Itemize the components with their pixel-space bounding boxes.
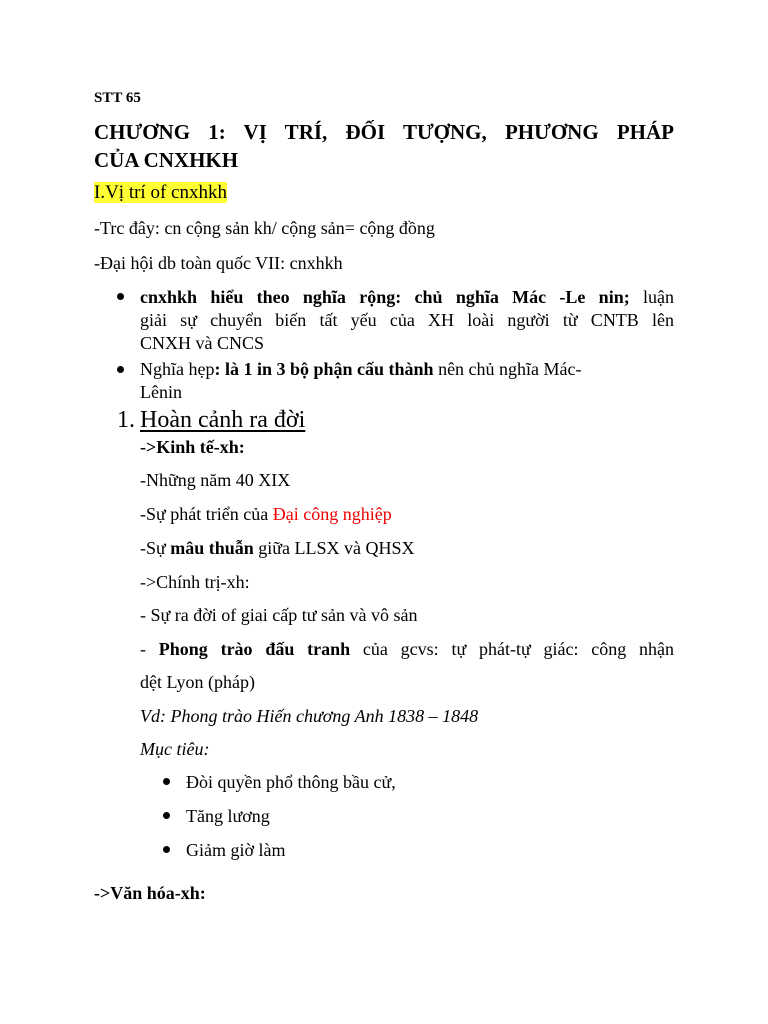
bullet-1-bold: cnxhkh hiểu theo nghĩa rộng: chủ nghĩa Mác -Le nin; (140, 287, 630, 307)
bullet-1-line2: giải sự chuyển biến tất yếu của XH loài người từ CNTB lên (140, 310, 674, 330)
bullet-1-line1 (140, 286, 674, 308)
bullet-dot (163, 846, 170, 853)
politics-item-1: - Sự ra đời of giai cấp tư sản và vô sản (140, 605, 418, 625)
economy-item-3 (140, 537, 415, 559)
goal-item-3: Giảm giờ làm (186, 840, 286, 860)
politics-item-2-line2: dệt Lyon (pháp) (140, 672, 255, 692)
politics-item-2-post: của gcvs: tự phát-tự giác: công nhận (362, 639, 675, 659)
economy-item-3-bold: mâu thuẫn (170, 538, 254, 558)
chapter-title-line2: CỦA CNXHKH (94, 148, 239, 172)
bullet-2-post: nên chủ nghĩa Mác- (438, 359, 582, 379)
bullet-dot (163, 812, 170, 819)
paragraph-1: -Trc đây: cn cộng sản kh/ cộng sản= cộng đồng (94, 218, 435, 238)
culture-heading: ->Văn hóa-xh: (94, 883, 206, 903)
chapter-title-line1: CHƯƠNG 1: VỊ TRÍ, ĐỐI TƯỢNG, PHƯƠNG PHÁP (94, 120, 674, 144)
economy-item-3-pre: -Sự (140, 538, 166, 558)
example-line: Vd: Phong trào Hiến chương Anh 1838 – 1848 (140, 706, 479, 726)
politics-heading: ->Chính trị-xh: (140, 572, 250, 592)
bullet-dot (117, 293, 124, 300)
bullet-1-rest: luận (643, 287, 674, 307)
stt-label: STT 65 (94, 90, 141, 106)
goal-item-1: Đòi quyền phổ thông bầu cử, (186, 772, 396, 792)
politics-item-2-line1 (140, 638, 674, 660)
goal-item-2: Tăng lương (186, 806, 270, 826)
goals-heading: Mục tiêu: (140, 739, 210, 759)
bullet-1-line3: CNXH và CNCS (140, 333, 265, 353)
bullet-dot (163, 778, 170, 785)
paragraph-2: -Đại hội db toàn quốc VII: cnxhkh (94, 253, 343, 273)
bullet-2-pre: Nghĩa hẹp (140, 359, 215, 379)
politics-item-2-bold: Phong trào đấu tranh (158, 639, 351, 659)
economy-item-2-pre: -Sự phát triển của (140, 504, 269, 524)
section-heading-text: I.Vị trí of cnxhkh (94, 182, 227, 203)
economy-heading: ->Kinh tế-xh: (140, 437, 245, 457)
bullet-2-line2: Lênin (140, 382, 182, 402)
heading-1-text: Hoàn cảnh ra đời (140, 407, 306, 433)
bullet-2-line1 (140, 358, 582, 380)
politics-item-2-pre: - (140, 639, 146, 659)
section-heading (94, 182, 227, 204)
economy-item-1: -Những năm 40 XIX (140, 470, 291, 490)
bullet-2-bold: : là 1 in 3 bộ phận cấu thành (214, 359, 434, 379)
economy-item-3-post: giữa LLSX và QHSX (258, 538, 415, 558)
bullet-dot (117, 366, 124, 373)
heading-number: 1. (117, 407, 135, 433)
economy-item-2-red: Đại công nghiệp (272, 504, 392, 524)
economy-item-2 (140, 503, 392, 525)
